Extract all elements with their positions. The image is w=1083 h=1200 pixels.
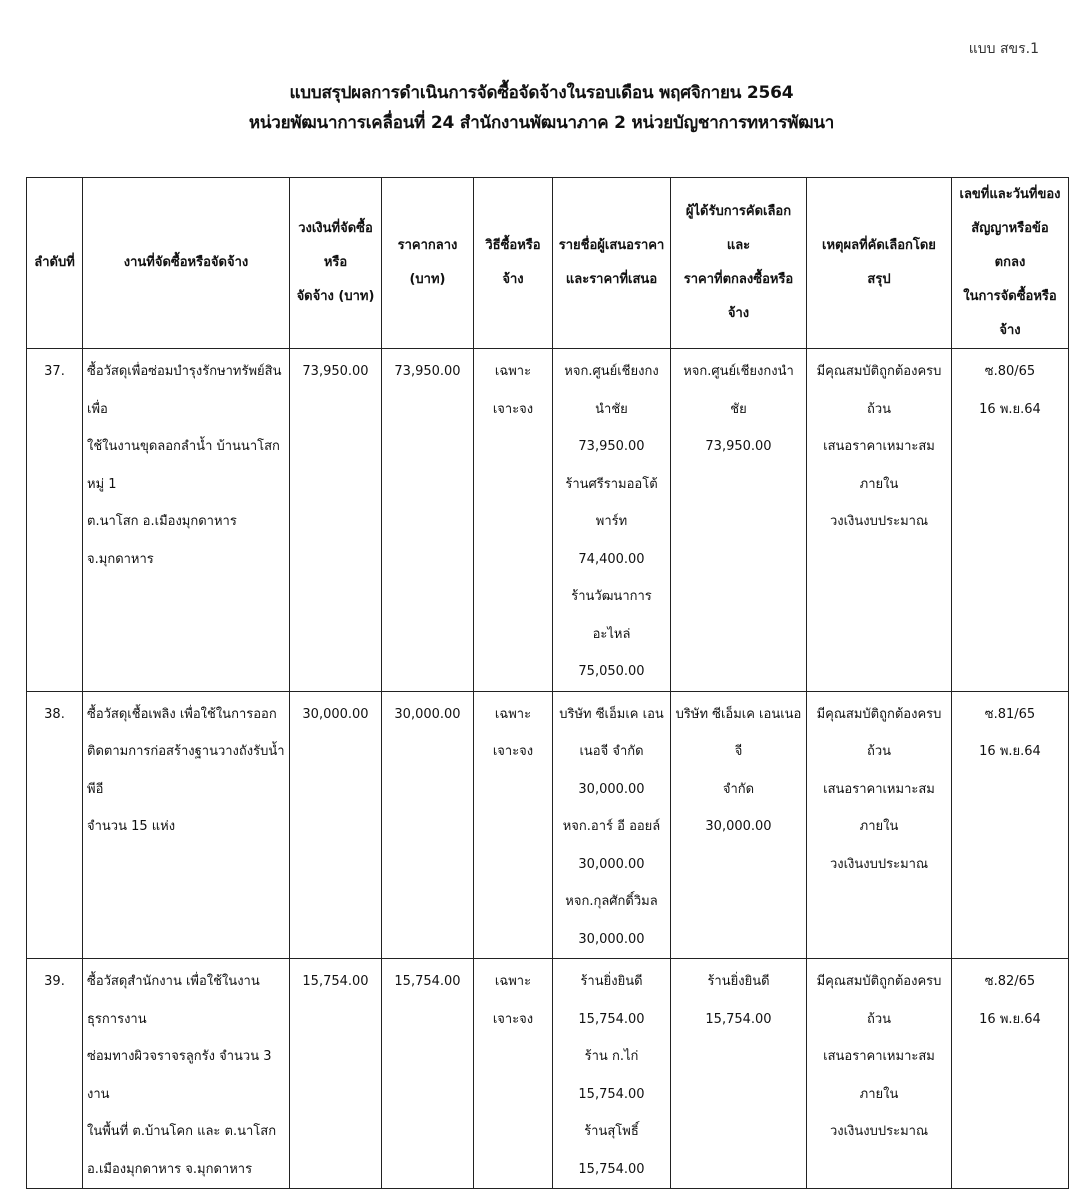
cell-contract bbox=[952, 959, 1069, 1189]
contract-date: 16 พ.ย.64 bbox=[979, 1011, 1041, 1027]
bidder-price: 15,754.00 bbox=[578, 1161, 645, 1177]
table-row bbox=[27, 349, 1069, 692]
bidder-name: หจก.อาร์ อี ออยล์ bbox=[562, 819, 661, 834]
cell-contract bbox=[952, 349, 1069, 692]
bidder-price: 30,000.00 bbox=[578, 931, 645, 947]
winner-name-cont: จำกัด bbox=[722, 781, 755, 797]
bidder-name: ร้าน ก.ไก่ bbox=[584, 1049, 639, 1064]
winner-name: หจก.ศูนย์เชียงกงนำชัย bbox=[683, 364, 794, 417]
cell-median: 30,000.00 bbox=[382, 691, 474, 959]
table-row bbox=[27, 959, 1069, 1189]
cell-reason: มีคุณสมบัติถูกต้องครบถ้วน เสนอราคาเหมาะสมภายใน วงเงินงบประมาณ bbox=[807, 959, 952, 1189]
cell-reason: มีคุณสมบัติถูกต้องครบถ้วน เสนอราคาเหมาะสมภายใน วงเงินงบประมาณ bbox=[807, 691, 952, 959]
header-reason: เหตุผลที่คัดเลือกโดยสรุป bbox=[807, 178, 952, 349]
cell-method: เฉพาะเจาะจง bbox=[474, 959, 553, 1189]
winner-price: 73,950.00 bbox=[705, 439, 772, 454]
bidder-name: ร้านยิ่งยินดี bbox=[580, 974, 643, 989]
cell-budget: 30,000.00 bbox=[290, 691, 382, 959]
bidder-price: 30,000.00 bbox=[578, 781, 645, 797]
title-line-1: แบบสรุปผลการดำเนินการจัดซื้อจัดจ้างในรอบเดือน พฤศจิกายน 2564 bbox=[289, 83, 794, 103]
bidder-price: 30,000.00 bbox=[578, 856, 645, 872]
contract-date: 16 พ.ย.64 bbox=[979, 744, 1041, 759]
contract-date: 16 พ.ย.64 bbox=[979, 401, 1041, 417]
cell-bidders bbox=[553, 959, 671, 1189]
cell-item: ซื้อวัสดุสำนักงาน เพื่อใช้ในงานธุรการงาน ซ่อมทางผิวจราจรลูกรัง จำนวน 3 งาน ในพื้นที่ ต.บ้านโคก และ ต.นาโสก อ.เมืองมุกดาหาร จ.มุกดาหาร bbox=[83, 959, 290, 1189]
contract-no: ซ.82/65 bbox=[984, 974, 1036, 989]
header-seq: ลำดับที่ bbox=[27, 178, 83, 349]
cell-winner bbox=[671, 959, 807, 1189]
bidder-price: 15,754.00 bbox=[578, 1086, 645, 1102]
cell-item: ซื้อวัสดุเชื้อเพลิง เพื่อใช้ในการออก ติดตามการก่อสร้างฐานวางถังรับน้ำพีอี จำนวน 15 แห่ง bbox=[83, 691, 290, 959]
header-budget: วงเงินที่จัดซื้อหรือ จัดจ้าง (บาท) bbox=[290, 178, 382, 349]
cell-seq: 39. bbox=[27, 959, 83, 1189]
table-row bbox=[27, 691, 1069, 959]
cell-median: 73,950.00 bbox=[382, 349, 474, 692]
bidder-name-cont: เนอจี จำกัด bbox=[579, 744, 644, 759]
header-median: ราคากลาง (บาท) bbox=[382, 178, 474, 349]
cell-budget: 73,950.00 bbox=[290, 349, 382, 692]
bidder-price: 74,400.00 bbox=[578, 551, 645, 567]
bidder-name: หจก.กุลศักดิ์วิมล bbox=[565, 894, 658, 909]
contract-no: ซ.80/65 bbox=[984, 364, 1036, 379]
cell-bidders bbox=[553, 691, 671, 959]
cell-method: เฉพาะเจาะจง bbox=[474, 691, 553, 959]
bidder-name: ร้านสุโพธิ์ bbox=[584, 1124, 639, 1139]
header-winner: ผู้ได้รับการคัดเลือกและ ราคาที่ตกลงซื้อหรือจ้าง bbox=[671, 178, 807, 349]
procurement-table bbox=[26, 177, 1069, 1189]
cell-contract bbox=[952, 691, 1069, 959]
bidder-price: 75,050.00 bbox=[578, 664, 645, 679]
cell-seq: 38. bbox=[27, 691, 83, 959]
bidder-name: หจก.ศูนย์เชียงกงนำชัย bbox=[564, 364, 659, 417]
header-method: วิธีซื้อหรือจ้าง bbox=[474, 178, 553, 349]
bidder-name: ร้านศรีรามออโต้พาร์ท bbox=[565, 476, 658, 529]
header-item: งานที่จัดซื้อหรือจัดจ้าง bbox=[83, 178, 290, 349]
cell-winner bbox=[671, 349, 807, 692]
winner-price: 15,754.00 bbox=[705, 1011, 772, 1027]
winner-price: 30,000.00 bbox=[705, 819, 772, 834]
bidder-price: 73,950.00 bbox=[578, 439, 645, 454]
bidder-name: ร้านวัฒนาการอะไหล่ bbox=[571, 589, 652, 642]
document-title bbox=[0, 78, 1083, 138]
bidder-price: 15,754.00 bbox=[578, 1011, 645, 1027]
cell-item: ซื้อวัสดุเพื่อซ่อมบำรุงรักษาทรัพย์สิน เพื่อ ใช้ในงานขุดลอกลำน้ำ บ้านนาโสก หมู่ 1 ต.นาโสก อ.เมืองมุกดาหาร จ.มุกดาหาร bbox=[83, 349, 290, 692]
contract-no: ซ.81/65 bbox=[984, 706, 1036, 722]
cell-winner bbox=[671, 691, 807, 959]
winner-name: บริษัท ซีเอ็มเค เอนเนอจี bbox=[675, 706, 802, 759]
cell-seq: 37. bbox=[27, 349, 83, 692]
cell-budget: 15,754.00 bbox=[290, 959, 382, 1189]
cell-bidders bbox=[553, 349, 671, 692]
winner-name: ร้านยิ่งยินดี bbox=[707, 974, 770, 989]
form-code: แบบ สขร.1 bbox=[968, 41, 1039, 57]
title-line-2: หน่วยพัฒนาการเคลื่อนที่ 24 สำนักงานพัฒนาภาค 2 หน่วยบัญชาการทหารพัฒนา bbox=[248, 113, 835, 133]
cell-method: เฉพาะเจาะจง bbox=[474, 349, 553, 692]
header-row bbox=[27, 178, 1069, 349]
bidder-name: บริษัท ซีเอ็มเค เอน bbox=[559, 706, 664, 722]
cell-reason: มีคุณสมบัติถูกต้องครบถ้วน เสนอราคาเหมาะสมภายใน วงเงินงบประมาณ bbox=[807, 349, 952, 692]
header-bidders: รายชื่อผู้เสนอราคา และราคาที่เสนอ bbox=[553, 178, 671, 349]
cell-median: 15,754.00 bbox=[382, 959, 474, 1189]
header-contract: เลขที่และวันที่ของ สัญญาหรือข้อตกลง ในการจัดซื้อหรือจ้าง bbox=[952, 178, 1069, 349]
